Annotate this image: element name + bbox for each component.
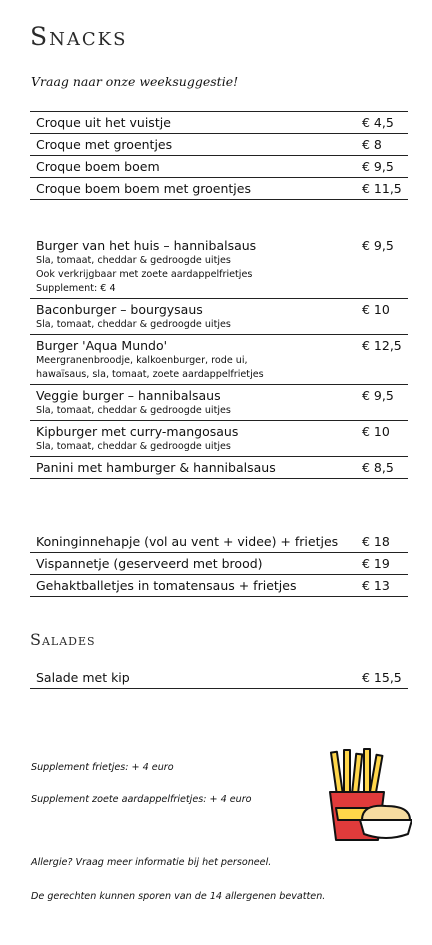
- allergens-note: De gerechten kunnen sporen van de 14 allergenen bevatten.: [31, 891, 326, 902]
- item-price: € 13: [362, 578, 390, 593]
- item-name: Croque met groentjes: [36, 137, 173, 152]
- item-description: Sla, tomaat, cheddar & gedroogde uitjes: [36, 319, 231, 330]
- allergy-note: Allergie? Vraag meer informatie bij het personeel.: [31, 857, 272, 868]
- item-price: € 9,5: [362, 159, 394, 174]
- item-description: Sla, tomaat, cheddar & gedroogde uitjes: [36, 405, 231, 416]
- salad-list: [30, 667, 408, 689]
- item-name: Salade met kip: [36, 670, 130, 685]
- item-name: Panini met hamburger & hannibalsaus: [36, 460, 276, 475]
- item-name: Croque boem boem met groentjes: [36, 181, 251, 196]
- item-name: Kipburger met curry-mangosaus: [36, 424, 239, 439]
- item-name: Croque boem boem: [36, 159, 160, 174]
- item-price: € 18: [362, 534, 390, 549]
- fries-and-sauce-icon: [326, 748, 412, 844]
- item-description: Supplement: € 4: [36, 283, 116, 294]
- croque-list: [30, 111, 408, 200]
- item-name: Burger van het huis – hannibalsaus: [36, 238, 257, 253]
- menu-row: [30, 134, 408, 156]
- menu-row: [30, 299, 408, 335]
- supplement-sweet-note: Supplement zoete aardappelfrietjes: + 4 euro: [31, 794, 252, 805]
- salads-title: Salades: [30, 630, 96, 649]
- item-price: € 8: [362, 137, 382, 152]
- supplement-fries-note: Supplement frietjes: + 4 euro: [31, 762, 174, 773]
- item-name: Croque uit het vuistje: [36, 115, 171, 130]
- item-price: € 15,5: [362, 670, 402, 685]
- item-price: € 10: [362, 424, 390, 439]
- item-price: € 8,5: [362, 460, 394, 475]
- menu-row: [30, 156, 408, 178]
- menu-row: [30, 457, 408, 479]
- item-price: € 10: [362, 302, 390, 317]
- item-name: Gehaktballetjes in tomatensaus + frietjes: [36, 578, 297, 593]
- page-title: Snacks: [30, 22, 128, 51]
- item-price: € 11,5: [362, 181, 402, 196]
- item-price: € 12,5: [362, 338, 402, 353]
- mains-list: [30, 531, 408, 597]
- menu-row: [30, 667, 408, 689]
- item-description: Ook verkrijgbaar met zoete aardappelfrietjes: [36, 269, 253, 280]
- menu-row: [30, 335, 408, 385]
- item-name: Vispannetje (geserveerd met brood): [36, 556, 263, 571]
- item-description: Sla, tomaat, cheddar & gedroogde uitjes: [36, 255, 231, 266]
- menu-row: [30, 235, 408, 299]
- menu-row: [30, 178, 408, 200]
- menu-row: [30, 575, 408, 597]
- item-name: Burger 'Aqua Mundo': [36, 338, 168, 353]
- item-price: € 19: [362, 556, 390, 571]
- item-price: € 9,5: [362, 388, 394, 403]
- item-price: € 9,5: [362, 238, 394, 253]
- menu-row: [30, 111, 408, 134]
- weekly-suggestion: Vraag naar onze weeksuggestie!: [31, 74, 239, 89]
- item-description: hawaïsaus, sla, tomaat, zoete aardappelfrietjes: [36, 369, 264, 380]
- menu-row: [30, 385, 408, 421]
- menu-row: [30, 531, 408, 553]
- item-name: Koninginnehapje (vol au vent + videe) + frietjes: [36, 534, 339, 549]
- menu-row: [30, 553, 408, 575]
- item-name: Baconburger – bourgysaus: [36, 302, 203, 317]
- item-price: € 4,5: [362, 115, 394, 130]
- item-name: Veggie burger – hannibalsaus: [36, 388, 221, 403]
- item-description: Meergranenbroodje, kalkoenburger, rode ui,: [36, 355, 248, 366]
- item-description: Sla, tomaat, cheddar & gedroogde uitjes: [36, 441, 231, 452]
- menu-row: [30, 421, 408, 457]
- burger-list: [30, 235, 408, 479]
